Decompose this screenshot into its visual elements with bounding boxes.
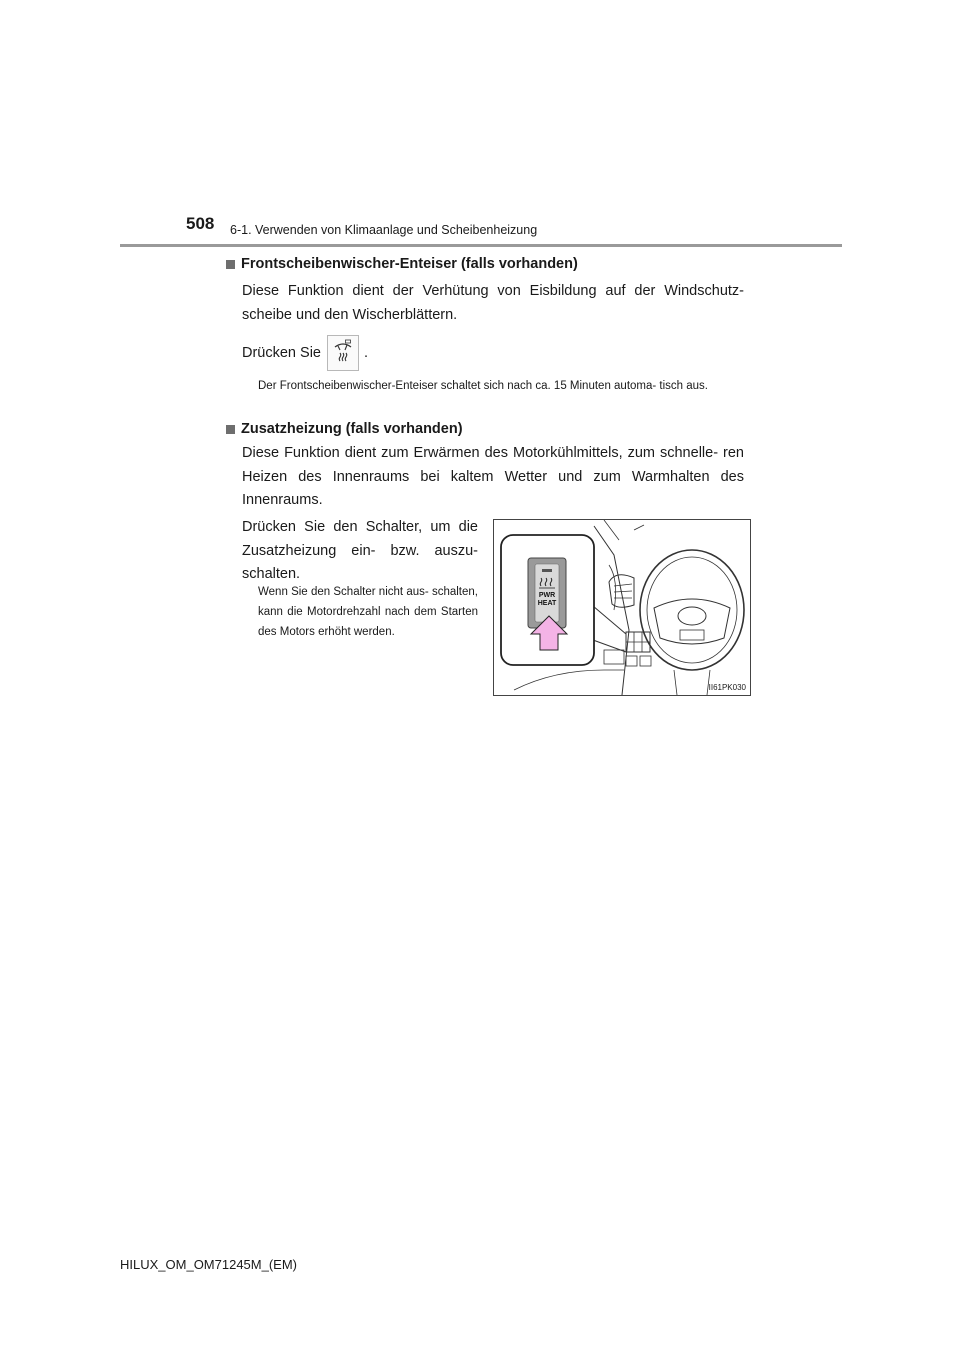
auxiliary-heater-instruction: Drücken Sie den Schalter, um die Zusatzheizung ein- bzw. auszu- schalten. (242, 519, 478, 582)
page-number: 508 (186, 214, 215, 233)
section-heading-auxiliary-heater (226, 421, 463, 437)
switch-label-pwr: PWR (538, 592, 556, 599)
switch-label-heat: HEAT (537, 600, 557, 607)
auxiliary-heater-description: Diese Funktion dient zum Erwärmen des Motorkühlmittels, zum schnelle- ren Heizen des Innenraums bei kaltem Wetter und zum Warmhalten des Innenraums. (242, 445, 744, 508)
press-suffix: . (363, 345, 369, 361)
dashboard-illustration (494, 520, 750, 695)
section-heading-wiper-deicer (226, 256, 578, 272)
wiper-deicer-note: Der Frontscheibenwischer-Enteiser schaltet sich nach ca. 15 Minuten automa- tisch aus. (258, 380, 708, 392)
bullet-square-icon (226, 425, 235, 434)
heading-text: Zusatzheizung (falls vorhanden) (241, 421, 463, 437)
heading-text: Frontscheibenwischer-Enteiser (falls vorhanden) (241, 256, 578, 272)
wiper-deicer-description: Diese Funktion dient der Verhütung von Eisbildung auf der Windschutz- scheibe und den Wischerblättern. (242, 283, 744, 323)
press-instruction (242, 334, 368, 372)
auxiliary-heater-note: Wenn Sie den Schalter nicht aus- schalten, kann die Motordrehzahl nach dem Starten des Motors erhöht werden. (258, 586, 478, 638)
header-rule (120, 244, 842, 247)
windshield-wiper-deicer-icon (327, 335, 359, 371)
bullet-square-icon (226, 260, 235, 269)
document-id: HILUX_OM_OM71245M_(EM) (120, 1257, 297, 1272)
press-text: Drücken Sie (242, 345, 321, 361)
figure-code: II61PK030 (708, 683, 746, 692)
pwr-heat-switch-figure (493, 519, 751, 696)
chapter-title: 6-1. Verwenden von Klimaanlage und Scheibenheizung (230, 223, 538, 237)
